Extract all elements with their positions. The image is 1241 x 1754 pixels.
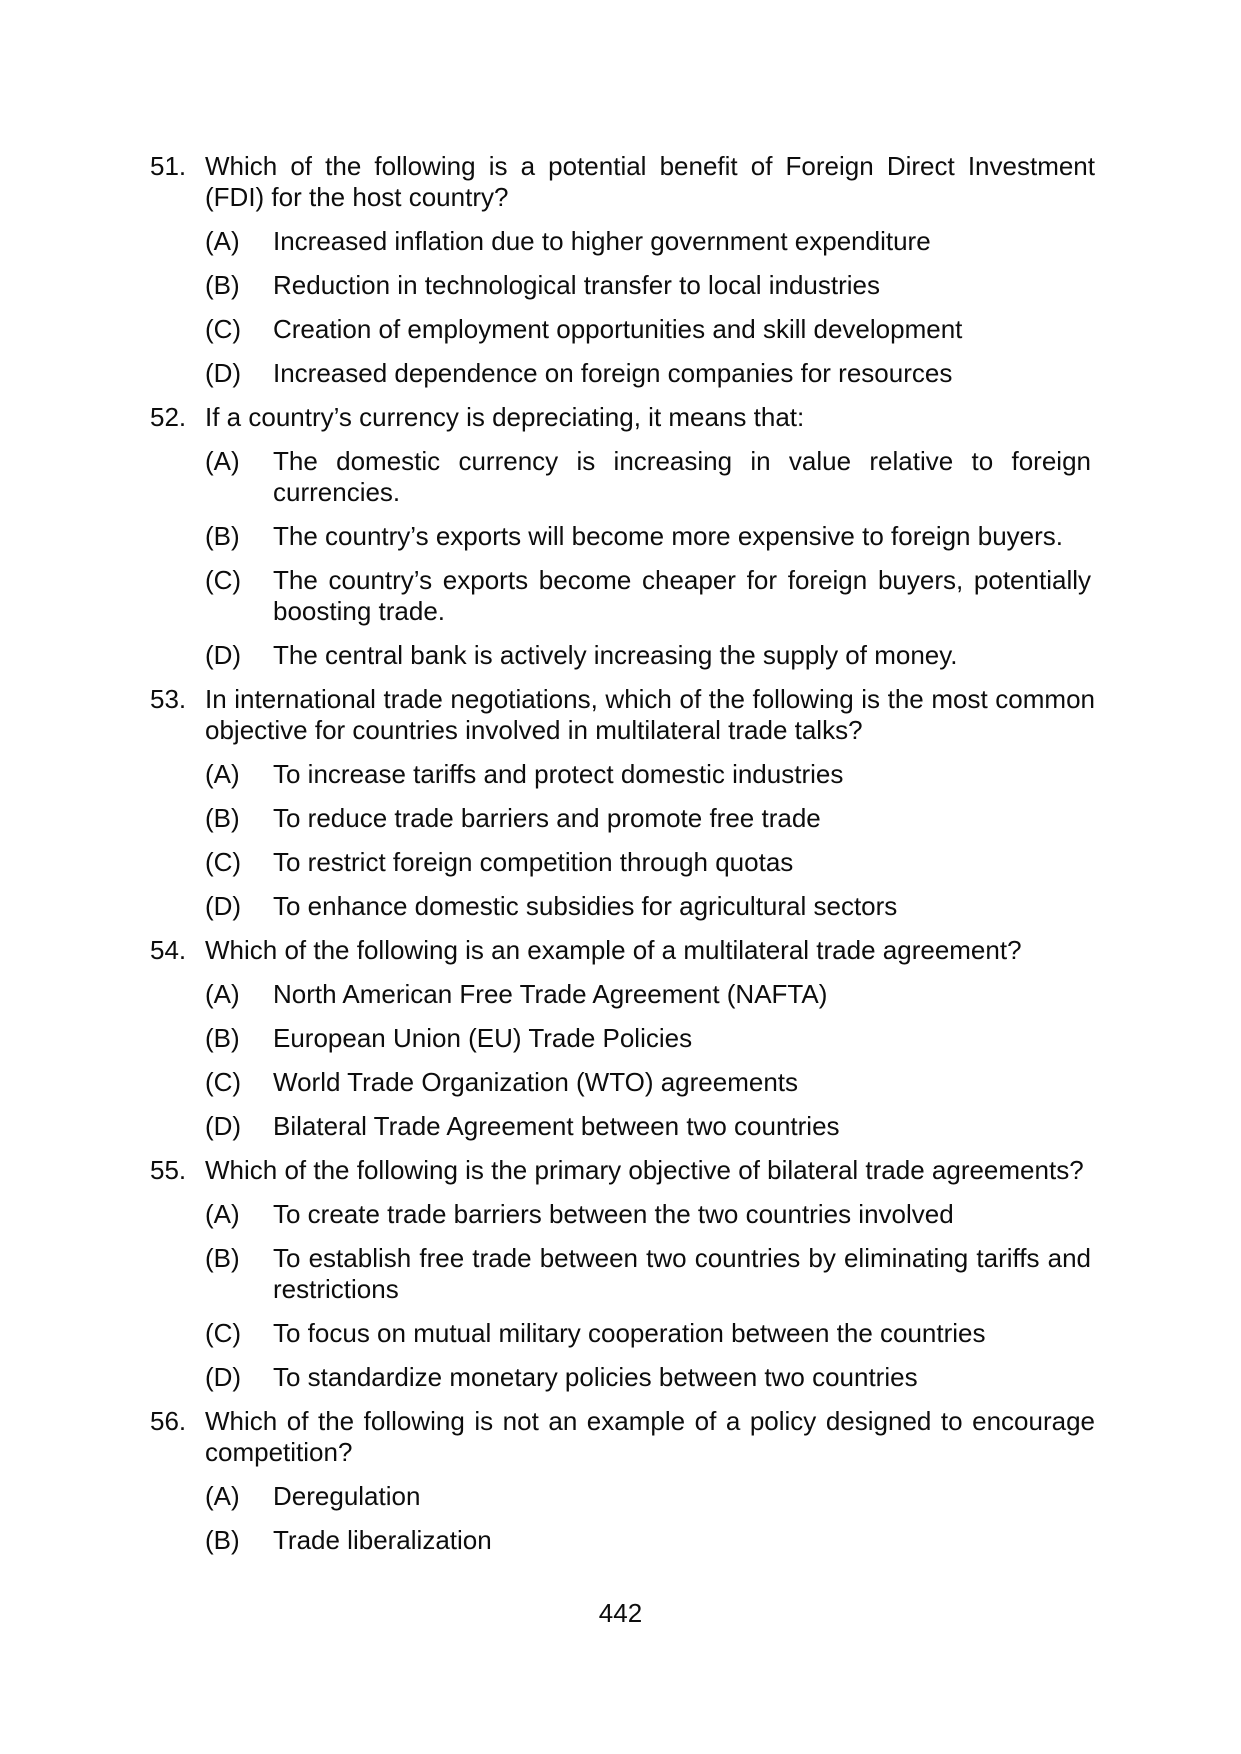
question-number: 55. <box>150 1155 187 1185</box>
page-number: 442 <box>598 1598 643 1628</box>
option-55-c <box>205 1318 1095 1349</box>
question-text: Which of the following is not an example of a policy designed to encourage competition? <box>205 1406 1095 1467</box>
question-text: Which of the following is an example of a multilateral trade agreement? <box>205 935 1022 965</box>
option-55-a <box>205 1199 1095 1230</box>
option-text: Reduction in technological transfer to local industries <box>273 270 881 300</box>
question-body <box>205 1406 1095 1569</box>
question-number: 52. <box>150 402 187 432</box>
option-53-d <box>205 891 1095 922</box>
question-52 <box>150 402 1095 684</box>
option-text: Bilateral Trade Agreement between two countries <box>273 1111 840 1141</box>
option-letter: (D) <box>205 358 242 388</box>
option-text: To standardize monetary policies between two countries <box>273 1362 918 1392</box>
option-text: Deregulation <box>273 1481 421 1511</box>
option-letter: (A) <box>205 226 240 256</box>
option-letter: (B) <box>205 1243 240 1273</box>
option-letter: (D) <box>205 891 242 921</box>
option-54-a <box>205 979 1095 1010</box>
question-text: In international trade negotiations, which of the following is the most common objective for countries involved in multilateral trade talks? <box>205 684 1095 745</box>
question-number: 53. <box>150 684 187 714</box>
option-text: To focus on mutual military cooperation between the countries <box>273 1318 986 1348</box>
option-text: To reduce trade barriers and promote free trade <box>273 803 821 833</box>
option-54-c <box>205 1067 1095 1098</box>
option-letter: (D) <box>205 1362 242 1392</box>
option-letter: (A) <box>205 1199 240 1229</box>
option-56-b <box>205 1525 1095 1556</box>
option-letter: (C) <box>205 1318 242 1348</box>
option-letter: (B) <box>205 521 240 551</box>
question-number: 54. <box>150 935 187 965</box>
question-53 <box>150 684 1095 935</box>
option-text: Increased inflation due to higher government expenditure <box>273 226 931 256</box>
question-text: Which of the following is the primary objective of bilateral trade agreements? <box>205 1155 1084 1185</box>
option-52-b <box>205 521 1095 552</box>
option-51-b <box>205 270 1095 301</box>
question-body <box>205 151 1095 402</box>
option-text: To create trade barriers between the two countries involved <box>273 1199 954 1229</box>
option-letter: (B) <box>205 1525 240 1555</box>
option-text: The country’s exports will become more expensive to foreign buyers. <box>273 521 1064 551</box>
question-body <box>205 684 1095 935</box>
option-text: The domestic currency is increasing in value relative to foreign currencies. <box>273 446 1091 507</box>
option-text: Trade liberalization <box>273 1525 492 1555</box>
option-letter: (A) <box>205 1481 240 1511</box>
option-letter: (A) <box>205 759 240 789</box>
option-56-a <box>205 1481 1095 1512</box>
option-letter: (C) <box>205 565 242 595</box>
option-52-a <box>205 446 1095 508</box>
option-text: The country’s exports become cheaper for foreign buyers, potentially boosting trade. <box>273 565 1091 626</box>
option-text: North American Free Trade Agreement (NAFTA) <box>273 979 828 1009</box>
option-51-c <box>205 314 1095 345</box>
option-letter: (B) <box>205 270 240 300</box>
option-53-c <box>205 847 1095 878</box>
option-text: The central bank is actively increasing the supply of money. <box>273 640 958 670</box>
question-55 <box>150 1155 1095 1406</box>
option-51-d <box>205 358 1095 389</box>
option-letter: (C) <box>205 314 242 344</box>
option-52-c <box>205 565 1095 627</box>
option-text: To establish free trade between two countries by eliminating tariffs and restrictions <box>273 1243 1091 1304</box>
question-54 <box>150 935 1095 1155</box>
question-51 <box>150 151 1095 402</box>
option-54-d <box>205 1111 1095 1142</box>
option-51-a <box>205 226 1095 257</box>
question-number: 51. <box>150 151 187 181</box>
option-letter: (B) <box>205 1023 240 1053</box>
option-52-d <box>205 640 1095 671</box>
option-55-b <box>205 1243 1095 1305</box>
question-text: If a country’s currency is depreciating, it means that: <box>205 402 805 432</box>
option-text: Creation of employment opportunities and skill development <box>273 314 963 344</box>
option-letter: (A) <box>205 446 240 476</box>
exam-page <box>150 151 1095 1569</box>
option-text: To enhance domestic subsidies for agricultural sectors <box>273 891 898 921</box>
option-text: Increased dependence on foreign companies for resources <box>273 358 953 388</box>
option-55-d <box>205 1362 1095 1393</box>
option-letter: (A) <box>205 979 240 1009</box>
option-text: World Trade Organization (WTO) agreements <box>273 1067 799 1097</box>
option-letter: (C) <box>205 847 242 877</box>
option-54-b <box>205 1023 1095 1054</box>
question-body <box>205 402 1095 684</box>
option-53-a <box>205 759 1095 790</box>
option-letter: (B) <box>205 803 240 833</box>
question-text: Which of the following is a potential benefit of Foreign Direct Investment (FDI) for the host country? <box>205 151 1095 212</box>
option-letter: (C) <box>205 1067 242 1097</box>
question-body <box>205 935 1095 1155</box>
option-letter: (D) <box>205 1111 242 1141</box>
option-53-b <box>205 803 1095 834</box>
option-text: European Union (EU) Trade Policies <box>273 1023 693 1053</box>
question-56 <box>150 1406 1095 1569</box>
question-number: 56. <box>150 1406 187 1436</box>
option-letter: (D) <box>205 640 242 670</box>
option-text: To restrict foreign competition through quotas <box>273 847 794 877</box>
option-text: To increase tariffs and protect domestic industries <box>273 759 844 789</box>
question-body <box>205 1155 1095 1406</box>
